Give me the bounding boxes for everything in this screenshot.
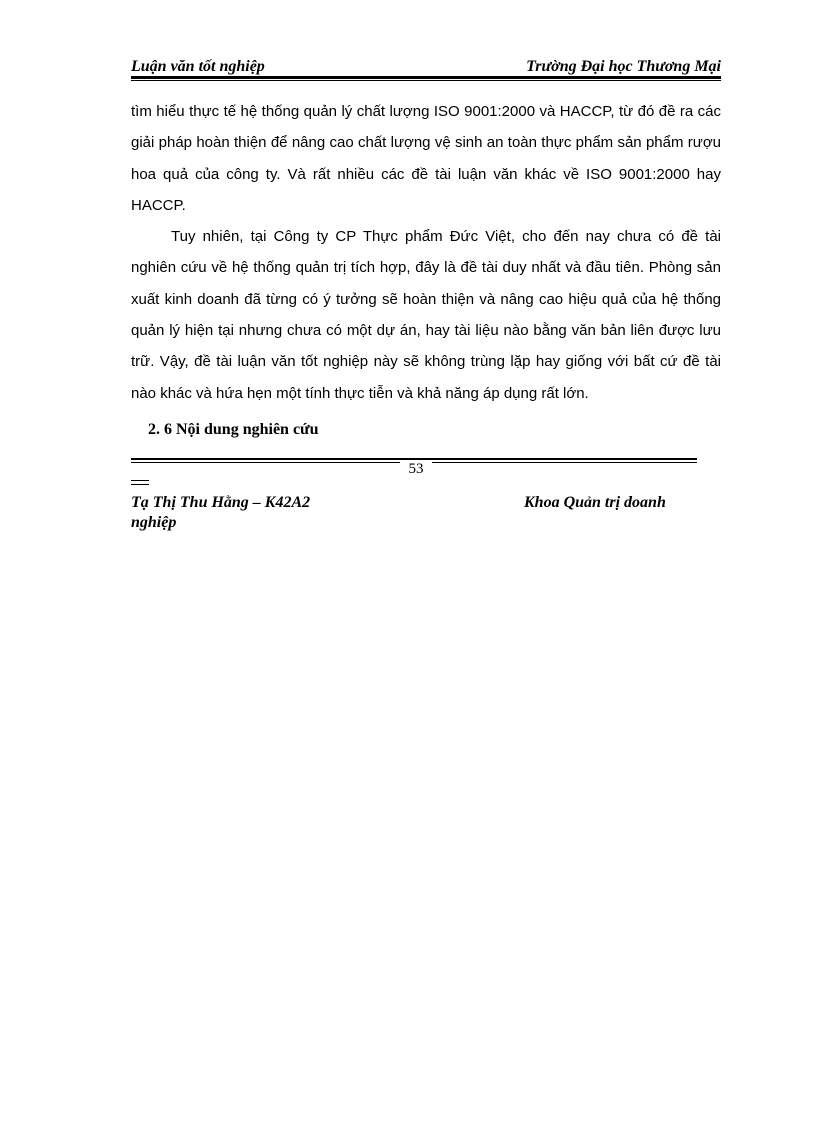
header-divider-thick — [131, 76, 721, 79]
header-divider-thin — [131, 80, 721, 81]
page-number: 53 — [400, 460, 432, 478]
body-text — [131, 96, 721, 409]
footer-divider-stub — [131, 480, 149, 481]
section-heading: 2. 6 Nội dung nghiên cứu — [148, 421, 319, 438]
footer-faculty-continuation: nghiệp — [131, 514, 177, 531]
footer-faculty-line-1: Khoa Quản trị doanh — [524, 494, 666, 511]
footer-divider-stub — [131, 484, 149, 485]
header-right-title: Trường Đại học Thương Mại — [526, 58, 721, 75]
footer-faculty — [524, 493, 704, 513]
footer-author: Tạ Thị Thu Hằng – K42A2 — [131, 494, 311, 511]
page-header — [131, 52, 721, 76]
body-paragraph-1: tìm hiểu thực tế hệ thống quản lý chất lượng ISO 9001:2000 và HACCP, từ đó đề ra các giải pháp hoàn thiện để nâng cao chất lượng vệ sinh an toàn thực phẩm sản phẩm rượu hoa quả của công ty. Và rất nhiều các đề tài luận văn khác về ISO 9001:2000 hay HACCP. — [131, 103, 721, 214]
body-paragraph-2: Tuy nhiên, tại Công ty CP Thực phẩm Đức Việt, cho đến nay chưa có đề tài nghiên cứu về hệ thống quản trị tích hợp, đây là đề tài duy nhất và đầu tiên. Phòng sản xuất kinh doanh đã từng có ý tưởng sẽ hoàn thiện và nâng cao hiệu quả của hệ thống quản lý hiện tại nhưng chưa có một dự án, hay tài liệu nào bằng văn bản liên được lưu trữ. Vậy, đề tài luận văn tốt nghiệp này sẽ không trùng lặp hay giống với bất cứ đề tài nào khác và hứa hẹn một tính thực tiễn và khả năng áp dụng rất lớn. — [131, 228, 721, 402]
header-left-title: Luận văn tốt nghiệp — [131, 58, 265, 75]
